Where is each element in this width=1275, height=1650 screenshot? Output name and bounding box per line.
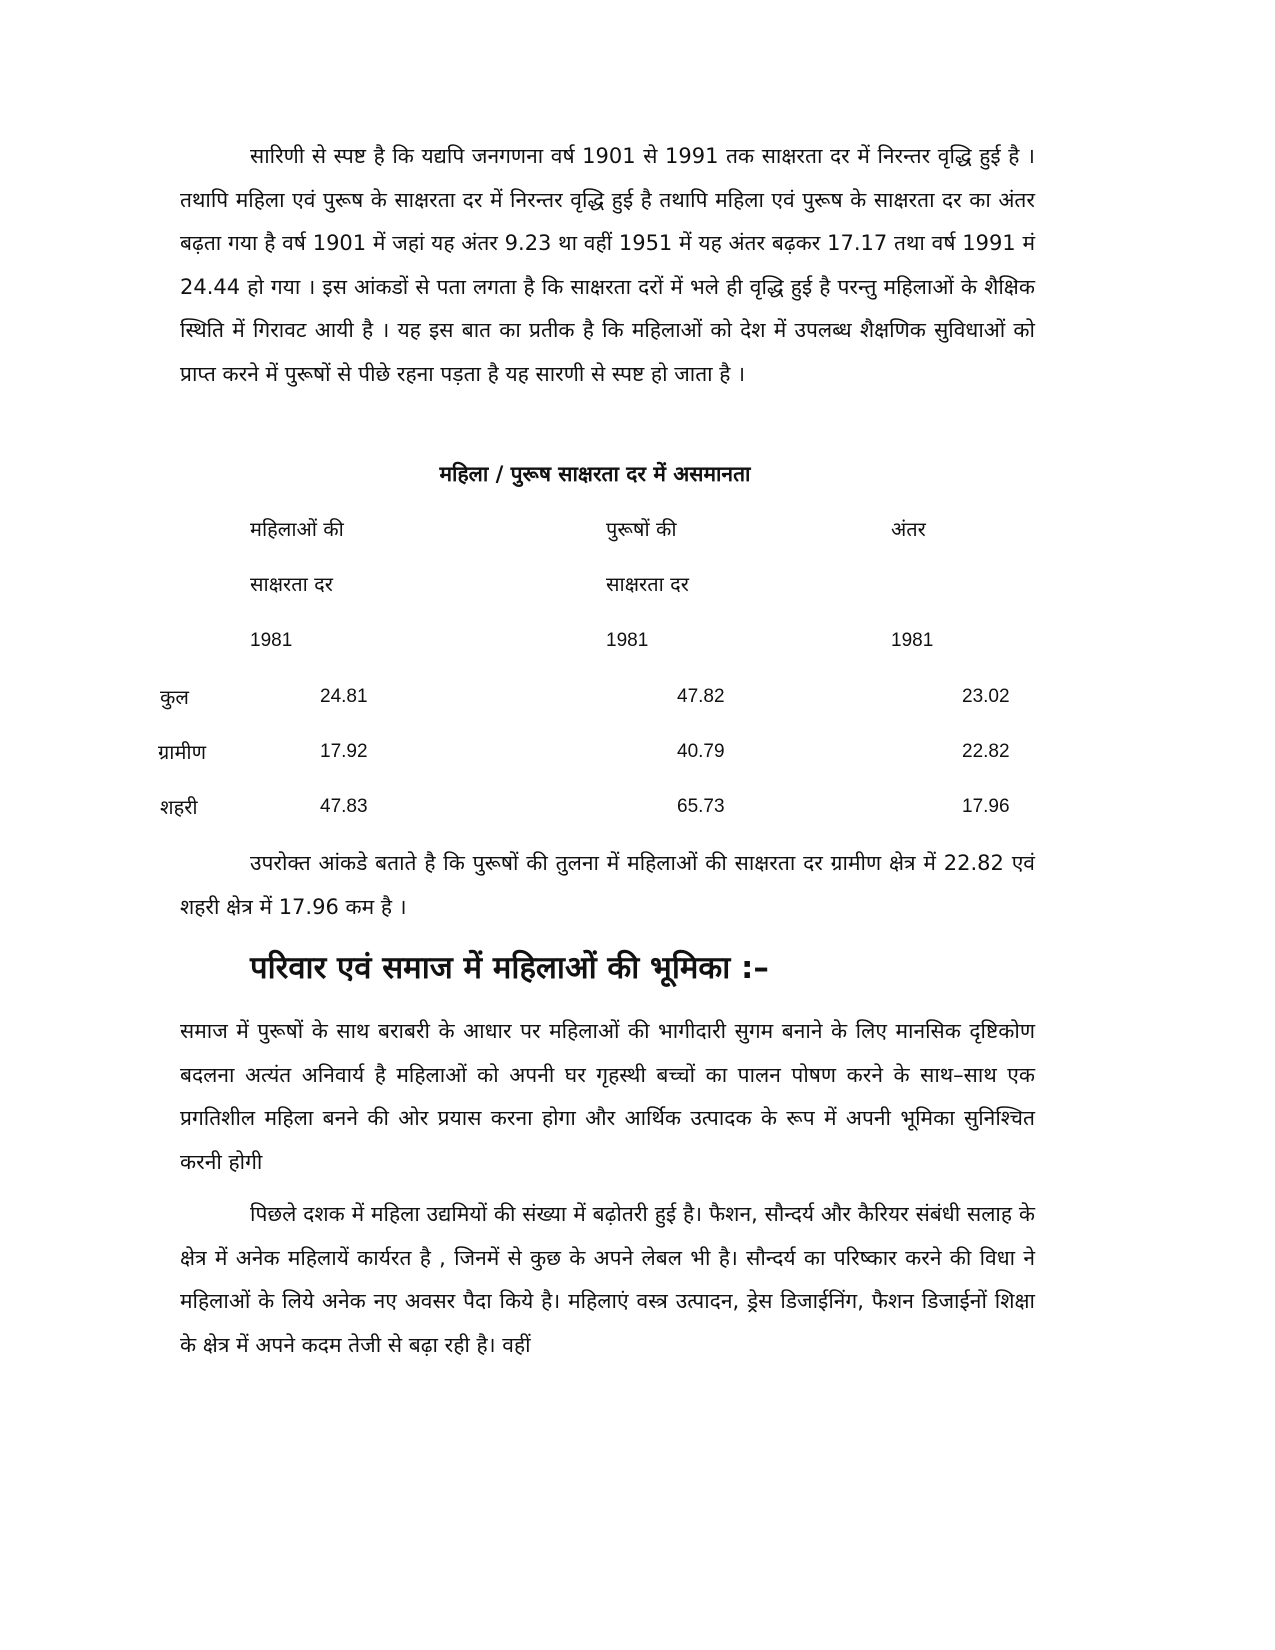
- cell-rural-diff: 22.82: [962, 741, 1010, 762]
- header-male-line-1: पुरूषों की: [606, 517, 677, 541]
- header-female-year: 1981: [250, 630, 293, 651]
- header-male-year: 1981: [606, 630, 649, 651]
- table-title: महिला / पुरूष साक्षरता दर में असमानता: [439, 462, 751, 486]
- cell-rural-female: 17.92: [320, 741, 368, 762]
- row-label-total: कुल: [160, 685, 189, 709]
- role-paragraph-2: पिछले दशक में महिला उद्यमियों की संख्या में बढ़ोतरी हुई है। फैशन, सौन्दर्य और कैरियर संबंधी सलाह के क्षेत्र में अनेक महिलायें कार्यरत है , जिनमें से कुछ के अपने लेबल भी है। सौन्दर्य का परिष्कार करने की विधा ने महिलाओं के लिये अनेक नए अवसर पैदा किये है। महिलाएं वस्त्र उत्पादन, ड्रेस डिजाईनिंग, फैशन डिजाईनों शिक्षा के क्षेत्र में अपने कदम तेजी से बढ़ा रही है। वहीं: [180, 1202, 1035, 1357]
- section-heading: परिवार एवं समाज में महिलाओं की भूमिका :–: [250, 950, 769, 986]
- cell-total-male: 47.82: [677, 686, 725, 707]
- table-summary-paragraph: उपरोक्त आंकडे बताते है कि पुरूषों की तुलना में महिलाओं की साक्षरता दर ग्रामीण क्षेत्र में 22.82 एवं शहरी क्षेत्र में 17.96 कम है ।: [180, 851, 1035, 919]
- role-paragraph-1: समाज में पुरूषों के साथ बराबरी के आधार पर महिलाओं की भागीदारी सुगम बनाने के लिए मानसिक दृष्टिकोण बदलना अत्यंत अनिवार्य है महिलाओं को अपनी घर गृहस्थी बच्चों का पालन पोषण करने के साथ–साथ एक प्रगतिशील महिला बनने की ओर प्रयास करना होगा और आर्थिक उत्पादक के रूप में अपनी भूमिका सुनिश्चित करनी होगी: [180, 1019, 1035, 1174]
- cell-urban-male: 65.73: [677, 796, 725, 817]
- cell-total-diff: 23.02: [962, 686, 1010, 707]
- cell-rural-male: 40.79: [677, 741, 725, 762]
- row-label-rural: ग्रामीण: [158, 740, 207, 764]
- header-male-line-2: साक्षरता दर: [606, 572, 689, 596]
- cell-urban-diff: 17.96: [962, 796, 1010, 817]
- cell-urban-female: 47.83: [320, 796, 368, 817]
- header-diff: अंतर: [891, 517, 926, 541]
- header-female-line-2: साक्षरता दर: [250, 572, 333, 596]
- intro-paragraph: सारिणी से स्पष्ट है कि यद्यपि जनगणना वर्ष 1901 से 1991 तक साक्षरता दर में निरन्तर वृद्धि हुई है । तथापि महिला एवं पुरूष के साक्षरता दर में निरन्तर वृद्धि हुई है तथापि महिला एवं पुरूष के साक्षरता दर का अंतर बढ़ता गया है वर्ष 1901 में जहां यह अंतर 9.23 था वहीं 1951 में यह अंतर बढ़कर 17.17 तथा वर्ष 1991 मं 24.44 हो गया । इस आंकडों से पता लगता है कि साक्षरता दरों में भले ही वृद्धि हुई है परन्तु महिलाओं के शैक्षिक स्थिति में गिरावट आयी है । यह इस बात का प्रतीक है कि महिलाओं को देश में उपलब्ध शैक्षणिक सुविधाओं को प्राप्त करने में पुरूषों से पीछे रहना पड़ता है यह सारणी से स्पष्ट हो जाता है ।: [180, 144, 1035, 386]
- header-female-line-1: महिलाओं की: [250, 517, 344, 541]
- cell-total-female: 24.81: [320, 686, 368, 707]
- row-label-urban: शहरी: [160, 795, 198, 819]
- header-diff-year: 1981: [891, 630, 934, 651]
